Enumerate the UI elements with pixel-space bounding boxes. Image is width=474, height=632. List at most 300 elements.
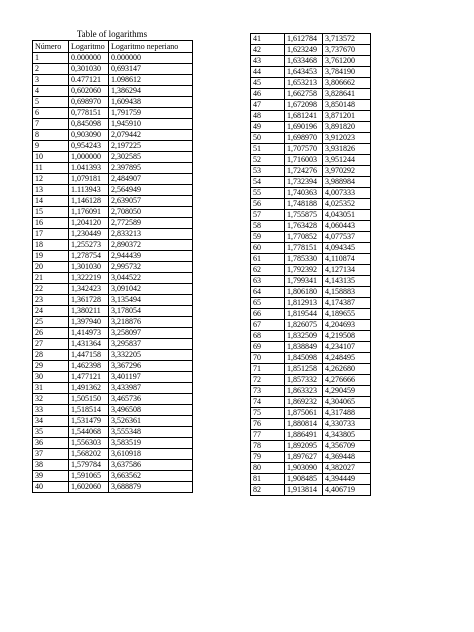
cell-logarithm: 0.000000: [69, 53, 109, 64]
cell-number: 10: [33, 152, 69, 163]
table-row: [33, 174, 193, 185]
cell-natural-log: 4,262680: [323, 364, 371, 375]
table-row: [33, 482, 193, 493]
table-row: [251, 309, 371, 320]
cell-number: 76: [251, 419, 285, 430]
cell-number: 36: [33, 438, 69, 449]
cell-natural-log: 4,234107: [323, 342, 371, 353]
table-row: [33, 438, 193, 449]
cell-number: 58: [251, 221, 285, 232]
cell-natural-log: 3,688879: [109, 482, 193, 493]
cell-logarithm: 1,857332: [285, 375, 323, 386]
cell-natural-log: 4,060443: [323, 221, 371, 232]
table-row: [251, 34, 371, 45]
cell-natural-log: 1,791759: [109, 108, 193, 119]
table-row: [33, 394, 193, 405]
cell-logarithm: 0,698970: [69, 97, 109, 108]
header-natural-log: Logaritmo neperiano: [109, 41, 193, 53]
cell-number: 79: [251, 452, 285, 463]
table-row: [251, 375, 371, 386]
cell-number: 51: [251, 144, 285, 155]
cell-natural-log: 3,433987: [109, 383, 193, 394]
table-row: [251, 441, 371, 452]
cell-logarithm: 1,698970: [285, 133, 323, 144]
table-row: [33, 185, 193, 196]
table-row: [251, 111, 371, 122]
cell-number: 57: [251, 210, 285, 221]
table-row: [33, 339, 193, 350]
cell-number: 62: [251, 265, 285, 276]
cell-natural-log: 3,891820: [323, 122, 371, 133]
table-row: [33, 361, 193, 372]
cell-natural-log: 4,219508: [323, 331, 371, 342]
table-row: [33, 262, 193, 273]
cell-number: 37: [33, 449, 69, 460]
cell-logarithm: 1,832509: [285, 331, 323, 342]
cell-number: 67: [251, 320, 285, 331]
cell-logarithm: 0.477121: [69, 75, 109, 86]
cell-number: 21: [33, 273, 69, 284]
cell-logarithm: 1,491362: [69, 383, 109, 394]
table-row: [33, 372, 193, 383]
cell-number: 47: [251, 100, 285, 111]
cell-logarithm: 1,851258: [285, 364, 323, 375]
cell-natural-log: 1,609438: [109, 97, 193, 108]
table-row: [251, 155, 371, 166]
table-row: [33, 251, 193, 262]
table-row: [33, 163, 193, 174]
cell-number: 7: [33, 119, 69, 130]
cell-natural-log: 3,951244: [323, 155, 371, 166]
cell-number: 69: [251, 342, 285, 353]
table-row: [33, 350, 193, 361]
cell-number: 8: [33, 130, 69, 141]
table-row: [251, 331, 371, 342]
cell-logarithm: 1,812913: [285, 298, 323, 309]
cell-number: 15: [33, 207, 69, 218]
cell-logarithm: 1,079181: [69, 174, 109, 185]
cell-number: 72: [251, 375, 285, 386]
table-row: [33, 64, 193, 75]
cell-natural-log: 3,988984: [323, 177, 371, 188]
cell-logarithm: 1,778151: [285, 243, 323, 254]
cell-number: 65: [251, 298, 285, 309]
table-row: [251, 210, 371, 221]
table-row: [251, 320, 371, 331]
cell-number: 63: [251, 276, 285, 287]
cell-logarithm: 1,380211: [69, 306, 109, 317]
table-row: [251, 166, 371, 177]
cell-number: 19: [33, 251, 69, 262]
cell-number: 24: [33, 306, 69, 317]
cell-number: 30: [33, 372, 69, 383]
table-row: [251, 419, 371, 430]
cell-number: 82: [251, 485, 285, 496]
cell-number: 78: [251, 441, 285, 452]
cell-natural-log: 3,295837: [109, 339, 193, 350]
table-row: [251, 463, 371, 474]
cell-natural-log: 4,127134: [323, 265, 371, 276]
cell-natural-log: 4,356709: [323, 441, 371, 452]
cell-natural-log: 3,761200: [323, 56, 371, 67]
cell-natural-log: 1,945910: [109, 119, 193, 130]
cell-logarithm: 1,740363: [285, 188, 323, 199]
cell-logarithm: 1,447158: [69, 350, 109, 361]
cell-number: 41: [251, 34, 285, 45]
cell-natural-log: 3,663562: [109, 471, 193, 482]
cell-number: 35: [33, 427, 69, 438]
cell-number: 81: [251, 474, 285, 485]
cell-number: 25: [33, 317, 69, 328]
cell-logarithm: 1,414973: [69, 328, 109, 339]
cell-natural-log: 2,995732: [109, 262, 193, 273]
cell-natural-log: 3,091042: [109, 284, 193, 295]
table-row: [33, 53, 193, 64]
cell-logarithm: 1,204120: [69, 218, 109, 229]
cell-natural-log: 4,290459: [323, 386, 371, 397]
table-row: [33, 196, 193, 207]
cell-logarithm: 1,568202: [69, 449, 109, 460]
cell-natural-log: 3,610918: [109, 449, 193, 460]
table-row: [251, 342, 371, 353]
cell-number: 4: [33, 86, 69, 97]
cell-natural-log: 4,330733: [323, 419, 371, 430]
cell-natural-log: 4,007333: [323, 188, 371, 199]
cell-logarithm: 1,672098: [285, 100, 323, 111]
table-row: [251, 78, 371, 89]
cell-logarithm: 1,230449: [69, 229, 109, 240]
table-row: [33, 130, 193, 141]
table-row: [33, 416, 193, 427]
cell-natural-log: 4,077537: [323, 232, 371, 243]
cell-logarithm: 1,397940: [69, 317, 109, 328]
cell-number: 53: [251, 166, 285, 177]
cell-logarithm: 1,755875: [285, 210, 323, 221]
cell-number: 22: [33, 284, 69, 295]
table-row: [33, 75, 193, 86]
log-table-left: [32, 40, 193, 493]
cell-number: 73: [251, 386, 285, 397]
cell-logarithm: 1,770852: [285, 232, 323, 243]
cell-number: 74: [251, 397, 285, 408]
table-row: [33, 108, 193, 119]
cell-natural-log: 3,784190: [323, 67, 371, 78]
cell-natural-log: 3,806662: [323, 78, 371, 89]
cell-natural-log: 2,639057: [109, 196, 193, 207]
cell-logarithm: 1,863323: [285, 386, 323, 397]
table-row: [251, 144, 371, 155]
table-row: [33, 460, 193, 471]
cell-natural-log: 2,197225: [109, 141, 193, 152]
cell-natural-log: 3,178054: [109, 306, 193, 317]
table-row: [33, 383, 193, 394]
table-row: [33, 284, 193, 295]
cell-logarithm: 1,623249: [285, 45, 323, 56]
cell-logarithm: 1,913814: [285, 485, 323, 496]
cell-natural-log: 2,708050: [109, 207, 193, 218]
cell-number: 52: [251, 155, 285, 166]
cell-number: 18: [33, 240, 69, 251]
cell-natural-log: 3,526361: [109, 416, 193, 427]
table-row: [33, 295, 193, 306]
cell-natural-log: 1.098612: [109, 75, 193, 86]
cell-number: 9: [33, 141, 69, 152]
cell-natural-log: 4,094345: [323, 243, 371, 254]
cell-number: 5: [33, 97, 69, 108]
table-row: [251, 265, 371, 276]
table-row: [251, 199, 371, 210]
cell-natural-log: 2,564949: [109, 185, 193, 196]
cell-logarithm: 1,763428: [285, 221, 323, 232]
table-row: [251, 353, 371, 364]
table-row: [33, 119, 193, 130]
cell-natural-log: 3,401197: [109, 372, 193, 383]
table-row: [33, 97, 193, 108]
cell-number: 46: [251, 89, 285, 100]
cell-natural-log: 4,110874: [323, 254, 371, 265]
cell-logarithm: 1,477121: [69, 372, 109, 383]
cell-logarithm: 1,845098: [285, 353, 323, 364]
cell-number: 12: [33, 174, 69, 185]
cell-number: 27: [33, 339, 69, 350]
cell-number: 11: [33, 163, 69, 174]
table-row: [33, 207, 193, 218]
cell-natural-log: 4,394449: [323, 474, 371, 485]
cell-natural-log: 4,248495: [323, 353, 371, 364]
cell-number: 48: [251, 111, 285, 122]
cell-number: 64: [251, 287, 285, 298]
cell-logarithm: 1.113943: [69, 185, 109, 196]
cell-natural-log: 4,276666: [323, 375, 371, 386]
table-row: [251, 474, 371, 485]
table-row: [251, 298, 371, 309]
table-row: [251, 67, 371, 78]
cell-natural-log: 4,406719: [323, 485, 371, 496]
table-row: [251, 122, 371, 133]
cell-natural-log: 4,382027: [323, 463, 371, 474]
cell-natural-log: 3,828641: [323, 89, 371, 100]
cell-natural-log: 4,043051: [323, 210, 371, 221]
cell-logarithm: 1,897627: [285, 452, 323, 463]
cell-number: 17: [33, 229, 69, 240]
cell-logarithm: 1,908485: [285, 474, 323, 485]
cell-logarithm: 1,518514: [69, 405, 109, 416]
table-row: [33, 86, 193, 97]
cell-logarithm: 0,778151: [69, 108, 109, 119]
cell-logarithm: 1,838849: [285, 342, 323, 353]
cell-number: 28: [33, 350, 69, 361]
cell-number: 3: [33, 75, 69, 86]
cell-number: 43: [251, 56, 285, 67]
table-row: [251, 287, 371, 298]
cell-logarithm: 1,662758: [285, 89, 323, 100]
cell-number: 40: [33, 482, 69, 493]
table-row: [251, 243, 371, 254]
table-row: [33, 427, 193, 438]
cell-natural-log: 2,890372: [109, 240, 193, 251]
table-row: [251, 100, 371, 111]
cell-number: 29: [33, 361, 69, 372]
cell-number: 68: [251, 331, 285, 342]
table-row: [33, 306, 193, 317]
cell-natural-log: 1,386294: [109, 86, 193, 97]
table-row: [251, 386, 371, 397]
cell-number: 54: [251, 177, 285, 188]
table-row: [251, 408, 371, 419]
cell-natural-log: 4,317488: [323, 408, 371, 419]
table-row: [251, 221, 371, 232]
cell-logarithm: 1,886491: [285, 430, 323, 441]
table-row: [251, 276, 371, 287]
cell-number: 77: [251, 430, 285, 441]
cell-natural-log: 4,143135: [323, 276, 371, 287]
table-row: [251, 177, 371, 188]
table-row: [251, 232, 371, 243]
cell-logarithm: 1,342423: [69, 284, 109, 295]
cell-natural-log: 3,135494: [109, 295, 193, 306]
table-row: [251, 485, 371, 496]
cell-natural-log: 3,555348: [109, 427, 193, 438]
table-row: [33, 317, 193, 328]
cell-logarithm: 1,544068: [69, 427, 109, 438]
cell-natural-log: 4,025352: [323, 199, 371, 210]
cell-logarithm: 1,681241: [285, 111, 323, 122]
cell-natural-log: 3,713572: [323, 34, 371, 45]
table-row: [33, 471, 193, 482]
cell-logarithm: 1,880814: [285, 419, 323, 430]
cell-number: 23: [33, 295, 69, 306]
table-row: [251, 430, 371, 441]
cell-natural-log: 0,693147: [109, 64, 193, 75]
cell-number: 13: [33, 185, 69, 196]
cell-logarithm: 1,322219: [69, 273, 109, 284]
cell-number: 16: [33, 218, 69, 229]
cell-natural-log: 4,174387: [323, 298, 371, 309]
cell-natural-log: 2,772589: [109, 218, 193, 229]
cell-logarithm: 1,748188: [285, 199, 323, 210]
table-row: [33, 152, 193, 163]
cell-logarithm: 1,869232: [285, 397, 323, 408]
cell-number: 56: [251, 199, 285, 210]
cell-natural-log: 3,044522: [109, 273, 193, 284]
cell-logarithm: 1,176091: [69, 207, 109, 218]
cell-number: 1: [33, 53, 69, 64]
cell-natural-log: 2,833213: [109, 229, 193, 240]
cell-logarithm: 1,724276: [285, 166, 323, 177]
cell-number: 49: [251, 122, 285, 133]
cell-logarithm: 1,255273: [69, 240, 109, 251]
cell-number: 59: [251, 232, 285, 243]
cell-logarithm: 0,301030: [69, 64, 109, 75]
cell-logarithm: 1,000000: [69, 152, 109, 163]
cell-natural-log: 3,258097: [109, 328, 193, 339]
cell-natural-log: 3,850148: [323, 100, 371, 111]
table-row: [251, 188, 371, 199]
cell-number: 60: [251, 243, 285, 254]
cell-natural-log: 2,079442: [109, 130, 193, 141]
cell-natural-log: 3,583519: [109, 438, 193, 449]
table-row: [251, 56, 371, 67]
cell-logarithm: 1,690196: [285, 122, 323, 133]
cell-number: 42: [251, 45, 285, 56]
cell-number: 2: [33, 64, 69, 75]
cell-natural-log: 2,944439: [109, 251, 193, 262]
cell-number: 61: [251, 254, 285, 265]
cell-logarithm: 1,361728: [69, 295, 109, 306]
cell-logarithm: 1,602060: [69, 482, 109, 493]
table-row: [251, 452, 371, 463]
cell-logarithm: 1,505150: [69, 394, 109, 405]
log-table-right: [250, 33, 371, 496]
cell-natural-log: 3,332205: [109, 350, 193, 361]
table-row: [33, 405, 193, 416]
cell-natural-log: 4,158883: [323, 287, 371, 298]
cell-natural-log: 3,931826: [323, 144, 371, 155]
cell-number: 38: [33, 460, 69, 471]
cell-number: 34: [33, 416, 69, 427]
cell-logarithm: 1,643453: [285, 67, 323, 78]
cell-number: 50: [251, 133, 285, 144]
cell-logarithm: 1,653213: [285, 78, 323, 89]
page-title: Table of logarithms: [76, 29, 148, 39]
cell-logarithm: 0,903090: [69, 130, 109, 141]
cell-logarithm: 1,799341: [285, 276, 323, 287]
cell-natural-log: 3,737670: [323, 45, 371, 56]
cell-number: 66: [251, 309, 285, 320]
cell-number: 80: [251, 463, 285, 474]
table-row: [33, 240, 193, 251]
cell-number: 70: [251, 353, 285, 364]
cell-natural-log: 4,189655: [323, 309, 371, 320]
cell-number: 39: [33, 471, 69, 482]
cell-natural-log: 4,369448: [323, 452, 371, 463]
cell-natural-log: 3,637586: [109, 460, 193, 471]
cell-number: 44: [251, 67, 285, 78]
header-number: Número: [33, 41, 69, 53]
cell-logarithm: 1,785330: [285, 254, 323, 265]
cell-natural-log: 3,970292: [323, 166, 371, 177]
cell-natural-log: 3,367296: [109, 361, 193, 372]
table-row: [33, 449, 193, 460]
cell-number: 31: [33, 383, 69, 394]
cell-logarithm: 0,602060: [69, 86, 109, 97]
cell-natural-log: 4,343805: [323, 430, 371, 441]
cell-natural-log: 3,912023: [323, 133, 371, 144]
cell-logarithm: 1,732394: [285, 177, 323, 188]
table-row: [33, 273, 193, 284]
cell-logarithm: 1,633468: [285, 56, 323, 67]
cell-number: 33: [33, 405, 69, 416]
cell-logarithm: 1,146128: [69, 196, 109, 207]
table-row: [251, 45, 371, 56]
cell-logarithm: 1,462398: [69, 361, 109, 372]
cell-natural-log: 0.000000: [109, 53, 193, 64]
cell-logarithm: 0,954243: [69, 141, 109, 152]
cell-logarithm: 0,845098: [69, 119, 109, 130]
cell-natural-log: 3,496508: [109, 405, 193, 416]
cell-number: 75: [251, 408, 285, 419]
cell-logarithm: 1,806180: [285, 287, 323, 298]
cell-natural-log: 3,465736: [109, 394, 193, 405]
cell-logarithm: 1,875061: [285, 408, 323, 419]
table-row: [33, 229, 193, 240]
table-row: [251, 254, 371, 265]
cell-natural-log: 3,218876: [109, 317, 193, 328]
table-header-row: [33, 41, 193, 53]
cell-number: 20: [33, 262, 69, 273]
cell-natural-log: 3,871201: [323, 111, 371, 122]
table-row: [251, 397, 371, 408]
